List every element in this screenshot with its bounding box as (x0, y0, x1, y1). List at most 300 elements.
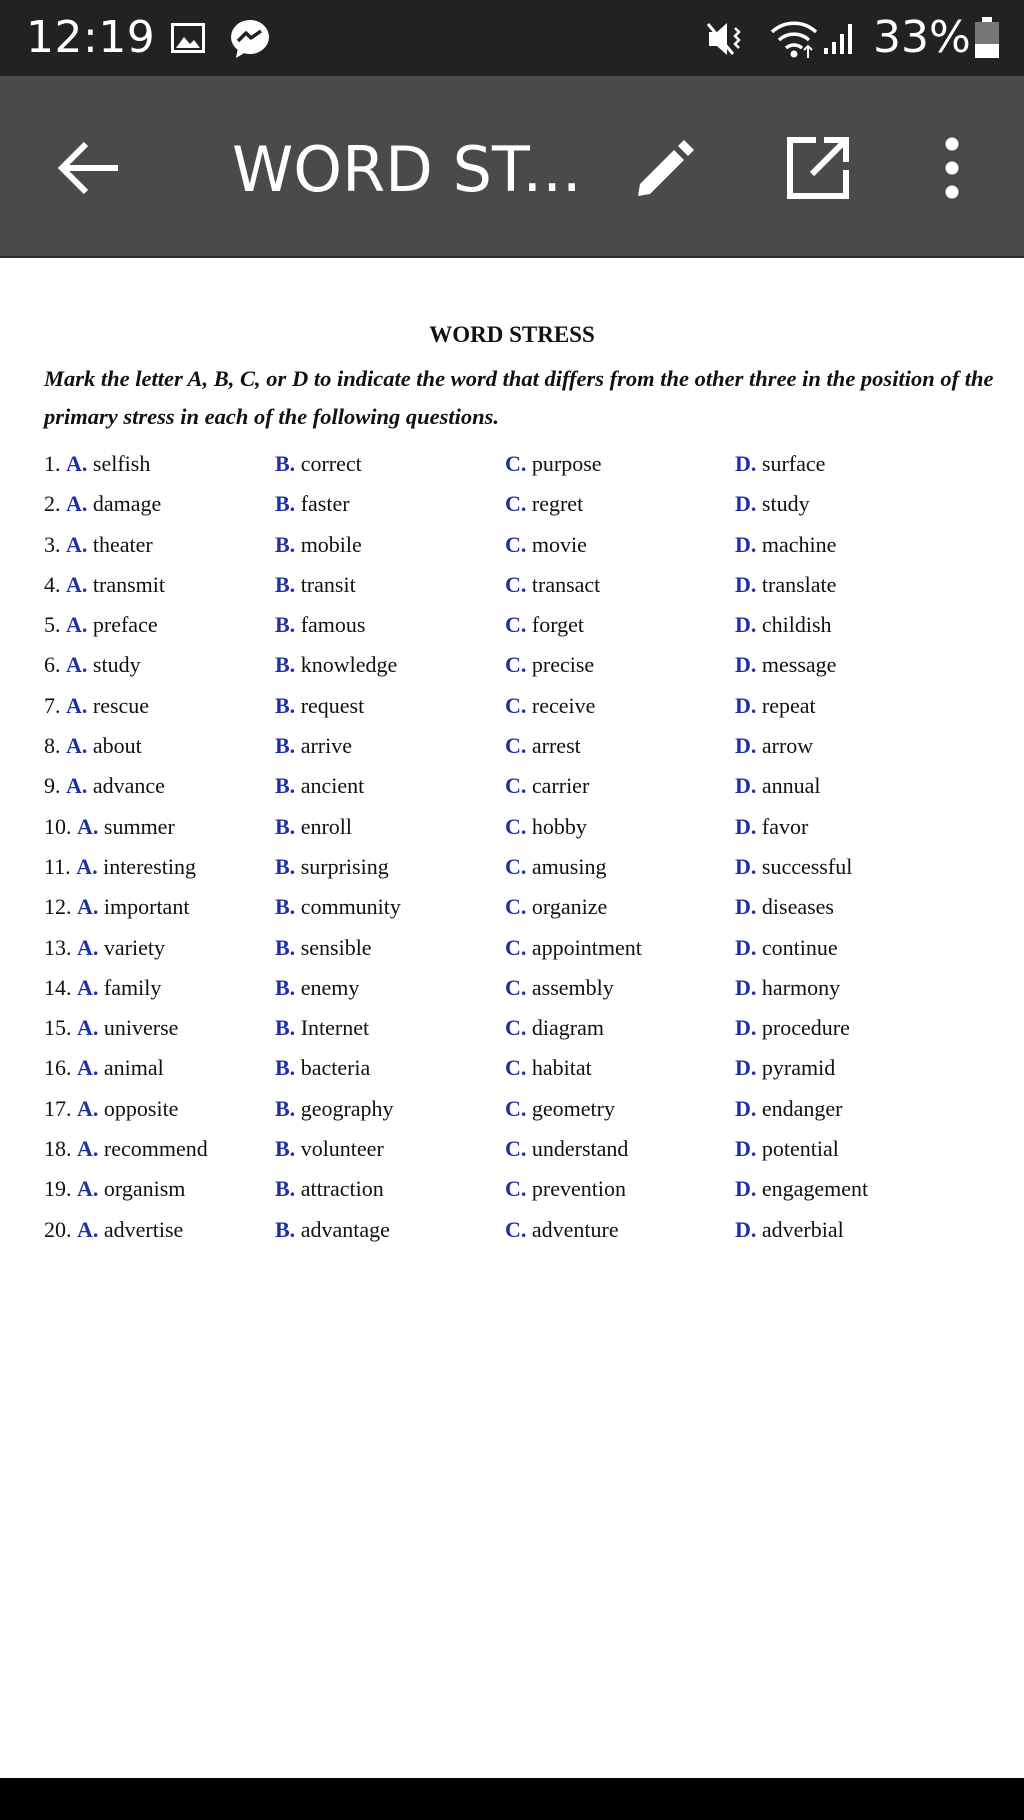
answer-option (735, 1129, 839, 1169)
option-letter: B. (275, 1055, 296, 1081)
option-letter: C. (505, 652, 527, 678)
edit-pencil-icon (628, 132, 700, 204)
option-letter: B. (275, 652, 296, 678)
option-word: advance (92, 773, 165, 799)
answer-option (44, 807, 175, 847)
option-word: animal (103, 1055, 164, 1081)
option-word: advantage (300, 1216, 390, 1242)
answer-option (44, 847, 196, 887)
option-word: recommend (103, 1136, 208, 1162)
option-letter: A. (66, 531, 88, 557)
answer-option (735, 645, 836, 685)
answer-option (44, 525, 153, 565)
option-word: variety (103, 934, 165, 960)
answer-option (735, 847, 852, 887)
question-row (44, 887, 1004, 927)
answer-option (275, 807, 352, 847)
answer-option (275, 444, 362, 484)
answer-option (735, 1089, 843, 1129)
answer-option (505, 928, 642, 968)
option-word: community (300, 894, 401, 920)
option-word: adverbial (761, 1216, 844, 1242)
answer-option (505, 525, 587, 565)
answer-option (505, 444, 602, 484)
answer-option (275, 766, 364, 806)
option-word: about (92, 733, 142, 759)
answer-option (44, 1089, 178, 1129)
answer-option (505, 686, 595, 726)
question-row (44, 1008, 1004, 1048)
option-letter: D. (735, 934, 757, 960)
option-letter: B. (275, 612, 296, 638)
option-letter: D. (735, 894, 757, 920)
option-word: movie (531, 531, 587, 557)
signal-icon (822, 18, 862, 58)
option-letter: A. (76, 853, 98, 879)
option-letter: B. (275, 692, 296, 718)
option-letter: B. (275, 894, 296, 920)
option-letter: D. (735, 813, 757, 839)
option-word: arrest (531, 733, 581, 759)
option-letter: A. (77, 934, 99, 960)
worksheet-heading: WORD STRESS (429, 322, 595, 347)
question-row (44, 726, 1004, 766)
question-row (44, 766, 1004, 806)
option-letter: A. (66, 773, 88, 799)
answer-option (275, 484, 350, 524)
question-number: 2. (44, 491, 61, 517)
answer-option (735, 766, 821, 806)
answer-option (275, 1210, 390, 1250)
answer-option (44, 766, 165, 806)
option-word: regret (531, 491, 584, 517)
worksheet-instructions: Mark the letter A, B, C, or D to indicate the word that differs from the other three in the position of the primary stress in each of the following questions. (44, 366, 994, 429)
option-letter: D. (735, 692, 757, 718)
option-word: precise (531, 652, 595, 678)
answer-option (505, 887, 607, 927)
option-word: opposite (103, 1095, 179, 1121)
answer-option (275, 605, 365, 645)
option-letter: A. (66, 612, 88, 638)
option-word: forget (531, 612, 585, 638)
option-letter: A. (77, 974, 99, 1000)
question-number: 10. (44, 813, 72, 839)
option-letter: B. (275, 813, 296, 839)
answer-option (505, 1008, 604, 1048)
back-arrow-icon (52, 130, 128, 206)
option-letter: C. (505, 451, 527, 476)
battery-percentage: 33% (873, 12, 971, 63)
option-word: damage (92, 491, 162, 517)
question-row (44, 1210, 1004, 1250)
option-word: annual (761, 773, 821, 799)
option-word: study (761, 491, 810, 517)
answer-option (735, 1008, 850, 1048)
question-number: 15. (44, 1015, 72, 1041)
question-row (44, 1089, 1004, 1129)
option-word: appointment (531, 934, 642, 960)
option-word: ancient (300, 773, 365, 799)
question-number: 6. (44, 652, 61, 678)
option-letter: B. (275, 1216, 296, 1242)
question-number: 17. (44, 1095, 72, 1121)
question-row (44, 645, 1004, 685)
option-word: enemy (300, 974, 360, 1000)
option-letter: C. (505, 853, 527, 879)
answer-option (735, 968, 840, 1008)
battery-icon (972, 16, 1002, 60)
option-word: receive (531, 692, 596, 718)
option-letter: C. (505, 612, 527, 638)
answer-option (44, 686, 149, 726)
option-letter: A. (66, 692, 88, 718)
answer-option (44, 968, 161, 1008)
question-row (44, 686, 1004, 726)
answer-option (275, 928, 372, 968)
option-word: enroll (300, 813, 353, 839)
question-number: 5. (44, 612, 61, 638)
mute-icon (705, 18, 751, 60)
question-number: 8. (44, 733, 61, 759)
option-word: study (92, 652, 141, 678)
option-letter: A. (77, 1055, 99, 1081)
answer-option (735, 605, 832, 645)
answer-option (735, 484, 810, 524)
option-letter: B. (275, 451, 296, 476)
option-letter: B. (275, 934, 296, 960)
option-word: request (300, 692, 365, 718)
question-row (44, 484, 1004, 524)
answer-option (505, 645, 594, 685)
option-word: arrow (761, 733, 814, 759)
question-row (44, 525, 1004, 565)
option-word: knowledge (300, 652, 398, 678)
option-word: universe (103, 1015, 179, 1041)
question-row (44, 968, 1004, 1008)
question-number: 1. (44, 451, 61, 476)
option-letter: A. (66, 652, 88, 678)
option-word: transmit (92, 571, 165, 597)
option-letter: C. (505, 571, 527, 597)
answer-option (735, 807, 808, 847)
option-letter: C. (505, 1095, 527, 1121)
option-word: understand (531, 1136, 629, 1162)
option-letter: C. (505, 813, 527, 839)
option-letter: C. (505, 491, 527, 517)
option-word: diseases (761, 894, 834, 920)
answer-option (505, 807, 587, 847)
question-number: 16. (44, 1055, 72, 1081)
option-letter: C. (505, 531, 527, 557)
option-letter: B. (275, 531, 296, 557)
answer-option (44, 1008, 178, 1048)
navigation-bar (0, 1778, 1024, 1820)
answer-option (735, 565, 836, 605)
answer-option (735, 1048, 835, 1088)
option-letter: B. (275, 1136, 296, 1162)
open-external-button[interactable] (782, 132, 854, 204)
question-number: 20. (44, 1216, 72, 1242)
option-letter: A. (66, 491, 88, 517)
answer-option (44, 605, 158, 645)
answer-option (275, 847, 389, 887)
answer-option (505, 1210, 619, 1250)
option-word: favor (761, 813, 809, 839)
option-letter: C. (505, 1216, 527, 1242)
option-word: summer (103, 813, 175, 839)
option-word: childish (761, 612, 832, 638)
option-word: adventure (531, 1216, 619, 1242)
answer-option (735, 525, 836, 565)
option-letter: A. (77, 1216, 99, 1242)
answer-option (44, 726, 142, 766)
option-word: habitat (531, 1055, 592, 1081)
question-list (44, 444, 1004, 1250)
option-word: purpose (531, 451, 602, 476)
wifi-icon (768, 16, 820, 60)
question-row (44, 807, 1004, 847)
option-letter: A. (66, 571, 88, 597)
option-letter: A. (77, 894, 99, 920)
option-letter: D. (735, 1055, 757, 1081)
option-word: continue (761, 934, 838, 960)
option-letter: C. (505, 1015, 527, 1041)
option-letter: B. (275, 733, 296, 759)
option-letter: D. (735, 571, 757, 597)
option-letter: C. (505, 934, 527, 960)
option-letter: A. (66, 733, 88, 759)
answer-option (44, 1210, 183, 1250)
answer-option (44, 645, 141, 685)
option-letter: D. (735, 1136, 757, 1162)
option-word: harmony (761, 974, 841, 1000)
option-word: transact (531, 571, 601, 597)
option-letter: C. (505, 1136, 527, 1162)
option-word: machine (761, 531, 837, 557)
question-number: 12. (44, 894, 72, 920)
question-number: 3. (44, 531, 61, 557)
option-word: diagram (531, 1015, 604, 1041)
option-letter: A. (77, 813, 99, 839)
option-letter: A. (77, 1176, 99, 1202)
answer-option (735, 686, 816, 726)
option-word: geometry (531, 1095, 615, 1121)
option-letter: D. (735, 491, 757, 517)
question-number: 4. (44, 571, 61, 597)
option-word: repeat (761, 692, 816, 718)
answer-option (44, 1048, 164, 1088)
question-row (44, 605, 1004, 645)
question-number: 18. (44, 1136, 72, 1162)
option-letter: A. (66, 451, 88, 476)
answer-option (275, 1169, 384, 1209)
answer-option (275, 968, 359, 1008)
answer-option (275, 1089, 394, 1129)
option-word: preface (92, 612, 158, 638)
option-letter: B. (275, 1176, 296, 1202)
question-row (44, 928, 1004, 968)
messenger-icon (228, 16, 272, 60)
question-row (44, 1129, 1004, 1169)
more-options-button[interactable] (930, 132, 974, 204)
option-word: carrier (531, 773, 590, 799)
answer-option (505, 766, 589, 806)
option-word: bacteria (300, 1055, 371, 1081)
option-letter: C. (505, 773, 527, 799)
answer-option (275, 525, 362, 565)
more-vert-icon (930, 132, 974, 204)
option-word: engagement (761, 1176, 869, 1202)
option-word: family (103, 974, 162, 1000)
question-row (44, 565, 1004, 605)
option-word: message (761, 652, 837, 678)
answer-option (505, 565, 600, 605)
option-letter: B. (275, 491, 296, 517)
option-word: hobby (531, 813, 587, 839)
option-letter: D. (735, 1095, 757, 1121)
answer-option (505, 847, 606, 887)
answer-option (275, 726, 352, 766)
question-row (44, 1048, 1004, 1088)
option-letter: B. (275, 853, 296, 879)
option-word: theater (92, 531, 153, 557)
option-letter: C. (505, 1176, 527, 1202)
back-button[interactable] (52, 130, 128, 206)
answer-option (505, 726, 581, 766)
option-word: amusing (531, 853, 607, 879)
option-word: translate (761, 571, 837, 597)
question-number: 19. (44, 1176, 72, 1202)
option-word: attraction (300, 1176, 384, 1202)
open-external-icon (782, 132, 854, 204)
document-page (0, 258, 1024, 1778)
option-letter: D. (735, 531, 757, 557)
option-letter: C. (505, 733, 527, 759)
answer-option (505, 605, 584, 645)
answer-option (44, 565, 165, 605)
option-letter: B. (275, 974, 296, 1000)
answer-option (275, 645, 397, 685)
option-letter: D. (735, 1176, 757, 1202)
gallery-icon (168, 18, 208, 58)
answer-option (505, 1048, 592, 1088)
answer-option (735, 887, 834, 927)
answer-option (505, 484, 583, 524)
option-letter: D. (735, 652, 757, 678)
option-letter: B. (275, 1015, 296, 1041)
option-letter: D. (735, 612, 757, 638)
question-row (44, 1169, 1004, 1209)
answer-option (735, 444, 825, 484)
answer-option (275, 1129, 384, 1169)
answer-option (505, 1169, 626, 1209)
app-bar (0, 76, 1024, 258)
option-letter: C. (505, 894, 527, 920)
option-letter: D. (735, 773, 757, 799)
edit-button[interactable] (628, 132, 700, 204)
option-letter: D. (735, 853, 757, 879)
answer-option (735, 1169, 868, 1209)
question-number: 14. (44, 974, 72, 1000)
answer-option (44, 928, 165, 968)
answer-option (505, 968, 614, 1008)
option-letter: C. (505, 692, 527, 718)
option-word: pyramid (761, 1055, 836, 1081)
option-word: correct (300, 451, 362, 476)
question-number: 11. (44, 853, 71, 879)
option-word: Internet (300, 1015, 370, 1041)
answer-option (44, 1129, 208, 1169)
option-word: successful (761, 853, 853, 879)
option-word: famous (300, 612, 366, 638)
option-letter: A. (77, 1136, 99, 1162)
answer-option (505, 1129, 628, 1169)
status-time: 12:19 (26, 12, 156, 63)
question-row (44, 444, 1004, 484)
option-word: arrive (300, 733, 352, 759)
option-word: geography (300, 1095, 394, 1121)
answer-option (275, 1008, 369, 1048)
option-word: transit (300, 571, 356, 597)
answer-option (735, 726, 813, 766)
option-word: procedure (761, 1015, 850, 1041)
status-bar (0, 0, 1024, 76)
option-word: interesting (103, 853, 196, 879)
option-letter: C. (505, 1055, 527, 1081)
option-letter: D. (735, 733, 757, 759)
answer-option (735, 1210, 844, 1250)
option-letter: A. (77, 1095, 99, 1121)
answer-option (735, 928, 838, 968)
option-word: organize (531, 894, 608, 920)
option-letter: D. (735, 974, 757, 1000)
option-letter: B. (275, 1095, 296, 1121)
option-letter: D. (735, 1216, 757, 1242)
question-row (44, 847, 1004, 887)
answer-option (275, 686, 364, 726)
answer-option (505, 1089, 615, 1129)
option-word: endanger (761, 1095, 843, 1121)
option-word: advertise (103, 1216, 184, 1242)
answer-option (44, 484, 161, 524)
option-word: potential (761, 1136, 839, 1162)
option-word: assembly (531, 974, 614, 1000)
option-word: rescue (92, 692, 150, 718)
answer-option (44, 887, 189, 927)
document-title: WORD ST... (232, 133, 582, 206)
option-word: surprising (300, 853, 389, 879)
question-number: 13. (44, 934, 72, 960)
option-word: important (103, 894, 190, 920)
question-number: 7. (44, 692, 61, 718)
answer-option (275, 887, 401, 927)
option-word: mobile (300, 531, 362, 557)
option-letter: B. (275, 773, 296, 799)
option-word: prevention (531, 1176, 626, 1202)
answer-option (275, 1048, 370, 1088)
option-word: selfish (92, 451, 151, 476)
option-letter: D. (735, 1015, 757, 1041)
option-word: volunteer (300, 1136, 384, 1162)
answer-option (44, 444, 150, 484)
option-word: organism (103, 1176, 186, 1202)
option-letter: C. (505, 974, 527, 1000)
answer-option (44, 1169, 185, 1209)
option-word: surface (761, 451, 826, 476)
option-letter: B. (275, 571, 296, 597)
option-word: sensible (300, 934, 372, 960)
answer-option (275, 565, 356, 605)
